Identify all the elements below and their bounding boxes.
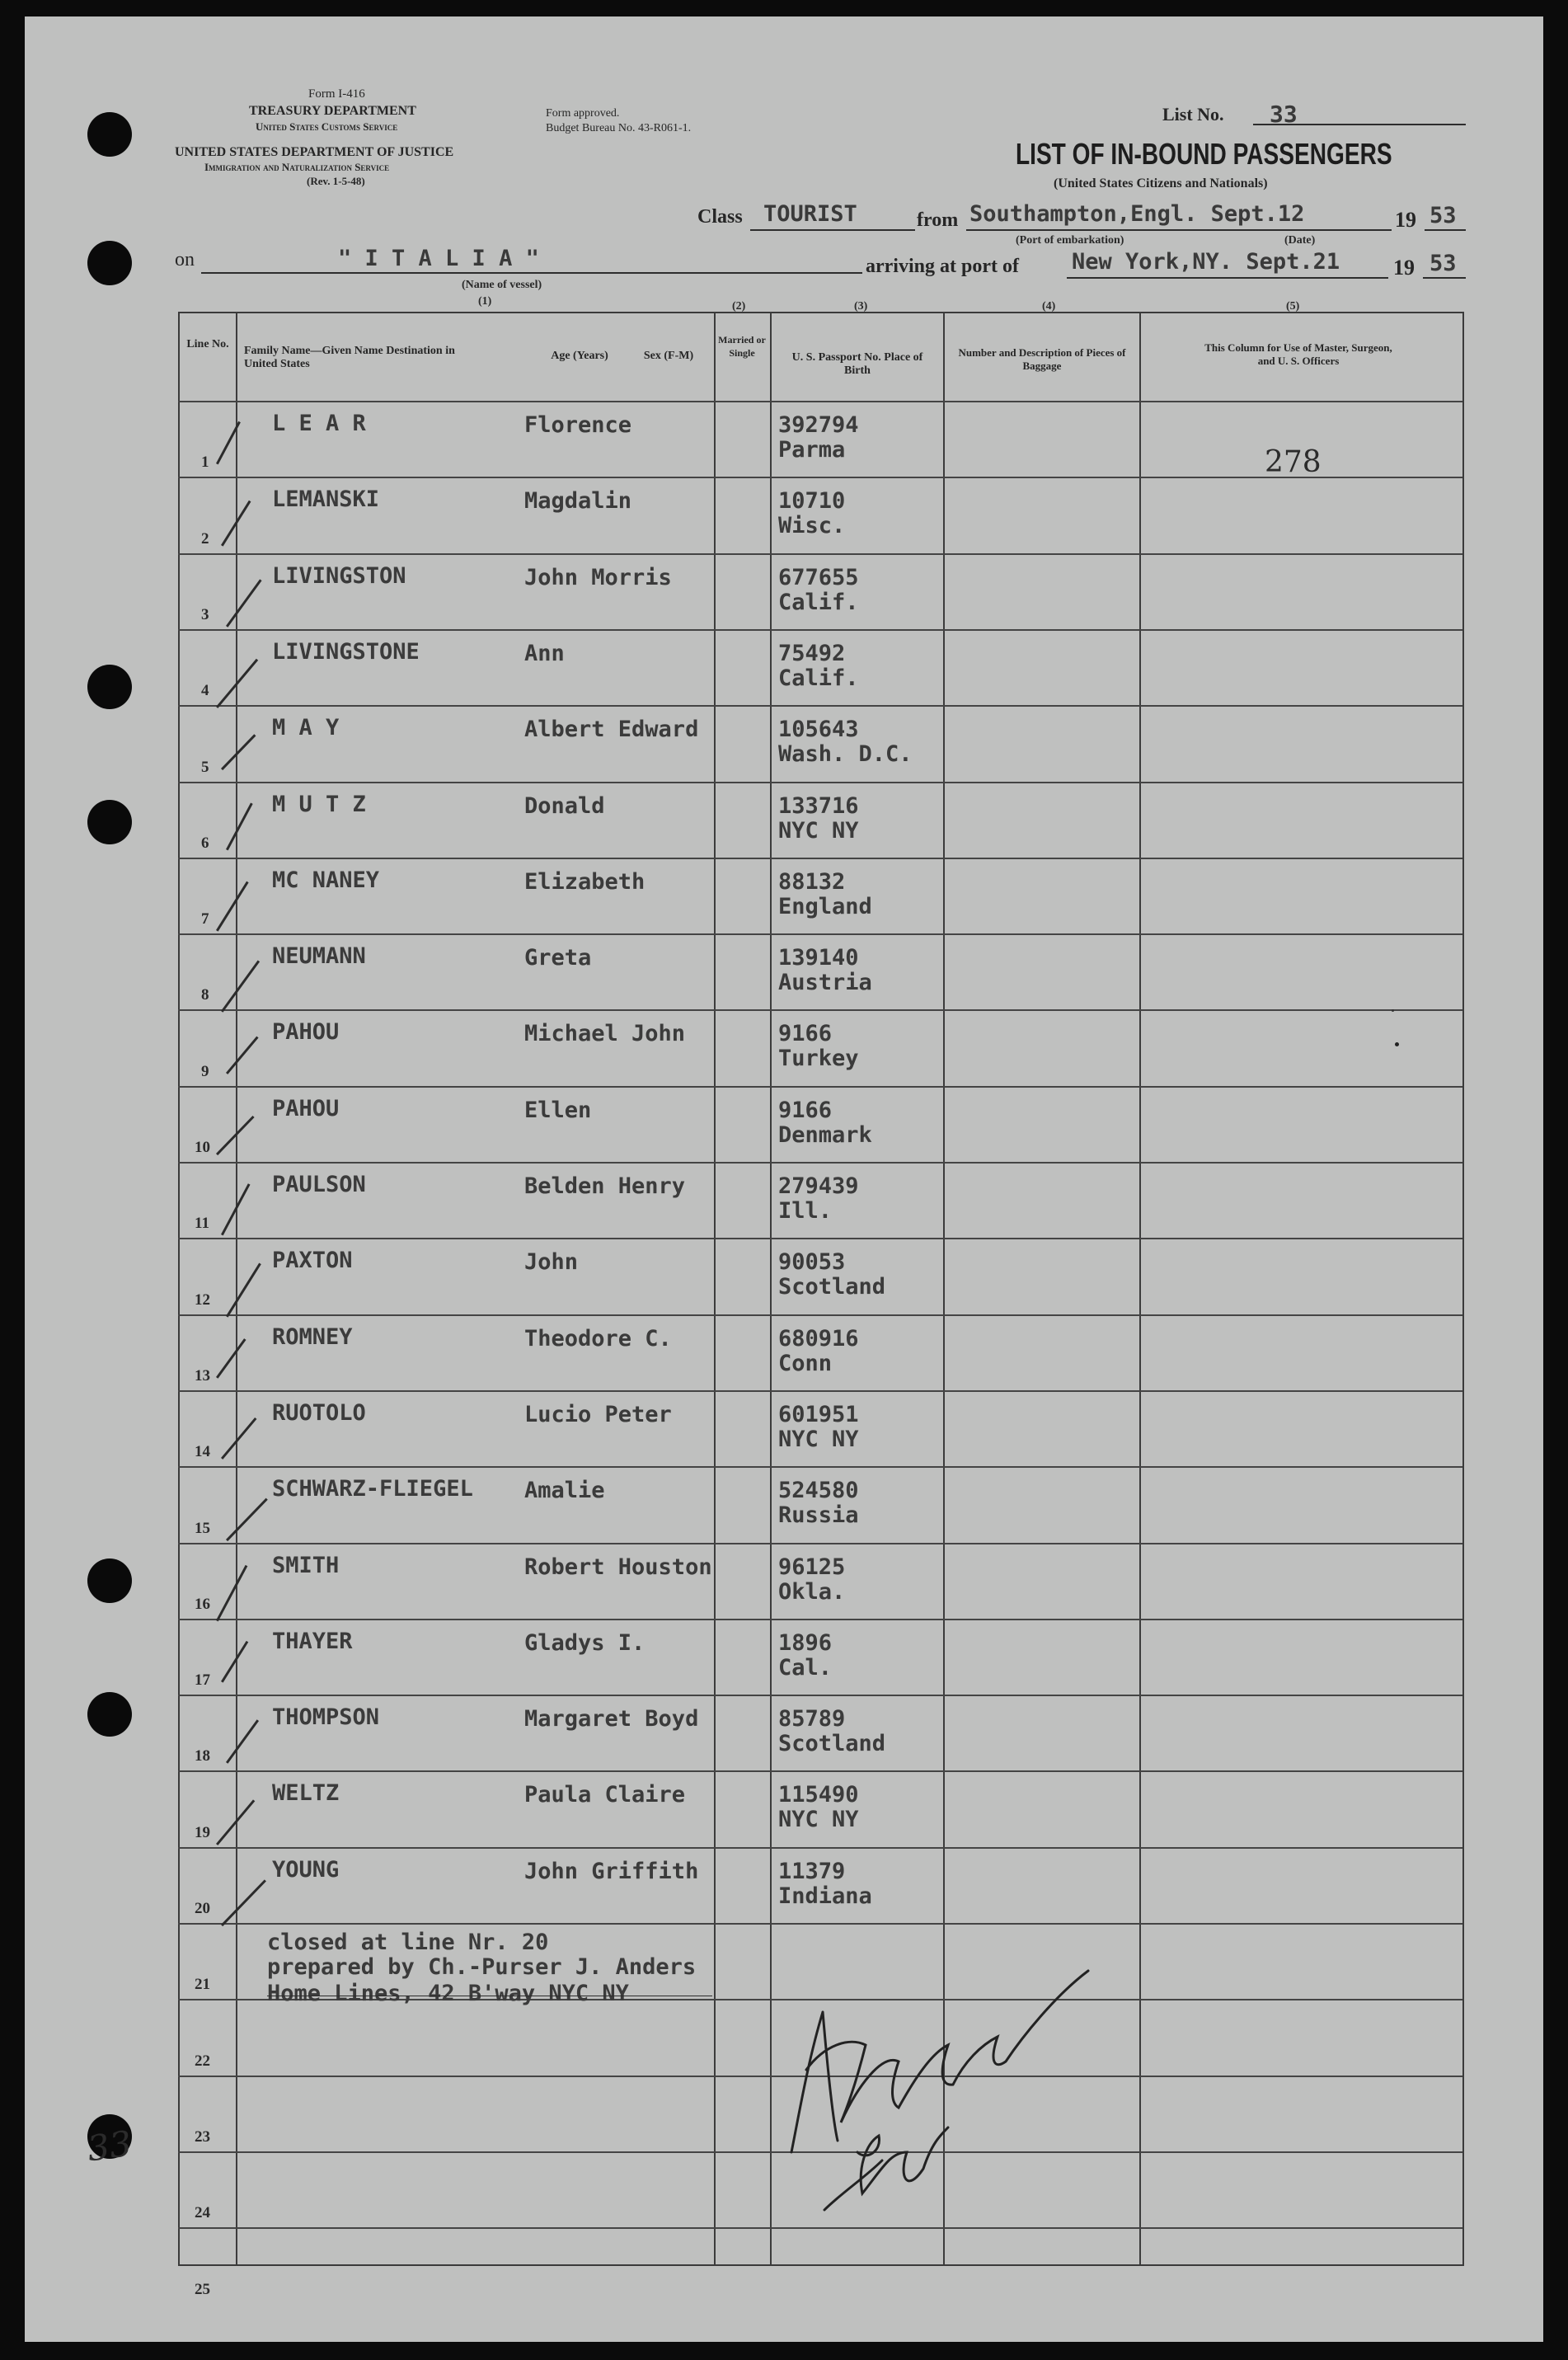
manifest-subtitle: (United States Citizens and Nationals) xyxy=(1054,176,1268,190)
row-divider xyxy=(178,1923,1462,1925)
row-divider xyxy=(178,553,1462,555)
budget-bureau: Budget Bureau No. 43-R061-1. xyxy=(546,122,692,134)
passenger-family-name: YOUNG xyxy=(272,1857,340,1883)
embarkation-value: Southampton,Engl. Sept.12 xyxy=(969,201,1305,227)
row-divider xyxy=(178,1314,1462,1316)
place-of-birth: Cal. xyxy=(778,1655,833,1681)
passenger-given-name: Robert Houston xyxy=(524,1554,712,1580)
line-number: 5 xyxy=(201,759,209,776)
customs-service: United States Customs Service xyxy=(256,120,398,133)
passenger-given-name: Greta xyxy=(524,945,592,971)
line-number: 11 xyxy=(195,1215,209,1232)
place-of-birth: Scotland xyxy=(778,1731,886,1756)
column-2-number: (2) xyxy=(732,300,746,313)
passport-number: 279439 xyxy=(778,1173,859,1199)
place-of-birth: Denmark xyxy=(778,1122,872,1148)
from-label: from xyxy=(917,209,959,231)
line-number: 14 xyxy=(195,1443,210,1460)
passenger-given-name: Ann xyxy=(524,641,565,666)
passenger-given-name: Lucio Peter xyxy=(524,1402,672,1427)
passport-number: 392794 xyxy=(778,412,859,438)
header-divider xyxy=(178,401,1462,402)
passport-number: 88132 xyxy=(778,869,846,895)
passport-number: 601951 xyxy=(778,1402,859,1427)
place-of-birth: NYC NY xyxy=(778,818,859,844)
department-of-justice: UNITED STATES DEPARTMENT OF JUSTICE xyxy=(175,145,454,159)
passenger-family-name: SCHWARZ-FLIEGEL xyxy=(272,1476,473,1502)
punch-hole xyxy=(87,112,132,157)
passport-number: 75492 xyxy=(778,641,846,666)
passenger-given-name: Michael John xyxy=(524,1021,686,1046)
line-number: 1 xyxy=(201,454,209,471)
line-number: 17 xyxy=(195,1671,210,1689)
header-married: Married or Single xyxy=(718,334,766,359)
passport-number: 85789 xyxy=(778,1706,846,1732)
line-number: 24 xyxy=(195,2204,210,2221)
passenger-family-name: NEUMANN xyxy=(272,943,366,969)
column-4-number: (4) xyxy=(1042,300,1056,313)
on-label: on xyxy=(175,249,195,270)
immigration-service: Immigration and Naturalization Service xyxy=(204,161,390,173)
line-number: 21 xyxy=(195,1976,210,1993)
row-divider xyxy=(178,1086,1462,1088)
place-of-birth: Conn xyxy=(778,1351,833,1376)
row-divider xyxy=(178,1770,1462,1772)
passenger-given-name: John Griffith xyxy=(524,1859,699,1884)
header-baggage: Number and Description of Pieces of Baggage xyxy=(958,346,1126,372)
year-prefix: 19 xyxy=(1395,208,1416,232)
date-caption: (Date) xyxy=(1284,234,1316,247)
place-of-birth: Indiana xyxy=(778,1883,872,1909)
passenger-family-name: LIVINGSTON xyxy=(272,563,406,589)
line-number: 7 xyxy=(201,910,209,928)
row-divider xyxy=(178,782,1462,783)
line-number: 20 xyxy=(195,1900,210,1917)
row-divider xyxy=(178,858,1462,859)
line-number: 13 xyxy=(195,1367,210,1385)
passenger-given-name: Magdalin xyxy=(524,488,632,514)
place-of-birth: Parma xyxy=(778,437,846,463)
passenger-given-name: Elizabeth xyxy=(524,869,646,895)
treasury-department: TREASURY DEPARTMENT xyxy=(249,104,416,118)
passenger-family-name: THOMPSON xyxy=(272,1704,380,1730)
passport-number: 96125 xyxy=(778,1554,846,1580)
row-divider xyxy=(178,1847,1462,1849)
passport-number: 10710 xyxy=(778,488,846,514)
passenger-family-name: LEMANSKI xyxy=(272,487,380,512)
line-number: 25 xyxy=(195,2281,210,2298)
row-divider xyxy=(178,933,1462,935)
list-number-label: List No. xyxy=(1162,104,1224,125)
line-number: 3 xyxy=(201,606,209,623)
line-number: 2 xyxy=(201,530,209,548)
row-divider xyxy=(178,705,1462,707)
passenger-family-name: M U T Z xyxy=(272,792,366,817)
header-sex: Sex (F-M) xyxy=(643,350,694,362)
arrival-value: New York,NY. Sept.21 xyxy=(1072,249,1340,275)
punch-hole xyxy=(87,1692,132,1737)
place-of-birth: England xyxy=(778,894,872,919)
header-name: Family Name—Given Name Destination in United States xyxy=(244,345,455,370)
closing-line-3: Home Lines, 42 B'way NYC NY xyxy=(267,1981,629,2006)
header-passport: U. S. Passport No. Place of Birth xyxy=(791,351,923,377)
row-divider xyxy=(178,1466,1462,1468)
passenger-given-name: Theodore C. xyxy=(524,1326,672,1352)
line-number: 15 xyxy=(195,1520,210,1537)
place-of-birth: Wisc. xyxy=(778,513,846,538)
closing-line-2: prepared by Ch.-Purser J. Anders xyxy=(267,1954,697,1980)
list-number-value: 33 xyxy=(1270,101,1298,128)
passenger-given-name: Margaret Boyd xyxy=(524,1706,699,1732)
row-divider xyxy=(178,1619,1462,1620)
passenger-family-name: ROMNEY xyxy=(272,1324,353,1350)
line-number: 22 xyxy=(195,2052,210,2070)
place-of-birth: Wash. D.C. xyxy=(778,741,913,767)
line-number: 6 xyxy=(201,834,209,852)
punch-hole xyxy=(87,665,132,709)
row-divider xyxy=(178,1162,1462,1164)
form-approved: Form approved. xyxy=(546,107,620,120)
line-number: 16 xyxy=(195,1596,210,1613)
vessel-name: " I T A L I A " xyxy=(338,246,539,271)
row-divider xyxy=(178,1390,1462,1392)
column-1-number: (1) xyxy=(478,295,492,308)
place-of-birth: Russia xyxy=(778,1502,859,1528)
embarkation-year: 53 xyxy=(1430,203,1457,228)
margin-note: 33 xyxy=(84,2123,134,2170)
arriving-label: arriving at port of xyxy=(866,256,1019,277)
passenger-given-name: Amalie xyxy=(524,1478,605,1503)
line-number: 19 xyxy=(195,1824,210,1841)
class-value: TOURIST xyxy=(763,201,857,227)
passenger-given-name: Florence xyxy=(524,412,632,438)
place-of-birth: Calif. xyxy=(778,590,859,615)
passport-number: 139140 xyxy=(778,945,859,971)
passenger-family-name: SMITH xyxy=(272,1553,340,1578)
passenger-given-name: Belden Henry xyxy=(524,1173,686,1199)
vessel-caption: (Name of vessel) xyxy=(462,279,542,291)
officer-note: 278 xyxy=(1265,445,1322,479)
passenger-family-name: PAULSON xyxy=(272,1172,366,1197)
passenger-given-name: John Morris xyxy=(524,565,672,590)
row-divider xyxy=(178,1238,1462,1239)
place-of-birth: Austria xyxy=(778,970,872,995)
line-number: 8 xyxy=(201,986,209,1004)
row-divider xyxy=(178,1543,1462,1544)
passenger-family-name: RUOTOLO xyxy=(272,1400,366,1426)
passenger-family-name: THAYER xyxy=(272,1629,353,1654)
passport-number: 115490 xyxy=(778,1782,859,1808)
passenger-family-name: M A Y xyxy=(272,715,340,740)
closing-line-1: closed at line Nr. 20 xyxy=(267,1930,549,1955)
passport-number: 90053 xyxy=(778,1249,846,1275)
line-number: 12 xyxy=(195,1291,210,1309)
punch-hole xyxy=(87,241,132,285)
inspector-signature xyxy=(758,1946,1138,2243)
header-officers: This Column for Use of Master, Surgeon, and U. S. Officers xyxy=(1204,341,1392,367)
arrival-year-prefix: 19 xyxy=(1393,256,1415,280)
place-of-birth: Scotland xyxy=(778,1274,886,1300)
row-divider xyxy=(178,629,1462,631)
passport-number: 524580 xyxy=(778,1478,859,1503)
passenger-given-name: Paula Claire xyxy=(524,1782,686,1808)
passport-number: 1896 xyxy=(778,1630,833,1656)
row-divider xyxy=(178,1695,1462,1696)
punch-hole xyxy=(87,1558,132,1603)
passport-number: 11379 xyxy=(778,1859,846,1884)
header-line-no: Line No. xyxy=(186,338,229,350)
passenger-given-name: Donald xyxy=(524,793,605,819)
passport-number: 105643 xyxy=(778,717,859,742)
passenger-family-name: WELTZ xyxy=(272,1780,340,1806)
column-3-number: (3) xyxy=(854,300,868,313)
place-of-birth: Turkey xyxy=(778,1046,859,1071)
passenger-family-name: MC NANEY xyxy=(272,867,380,893)
speck-mark xyxy=(1392,1009,1394,1012)
line-number: 23 xyxy=(195,2128,210,2146)
port-caption: (Port of embarkation) xyxy=(1016,234,1124,247)
passenger-given-name: Albert Edward xyxy=(524,717,699,742)
place-of-birth: Ill. xyxy=(778,1198,833,1224)
speck-mark xyxy=(1395,1042,1399,1046)
manifest-title: LIST OF IN-BOUND PASSENGERS xyxy=(1016,137,1392,171)
line-number: 4 xyxy=(201,682,209,699)
passenger-family-name: PAXTON xyxy=(272,1248,353,1273)
column-5-number: (5) xyxy=(1286,300,1300,313)
arrival-year: 53 xyxy=(1430,251,1457,276)
place-of-birth: NYC NY xyxy=(778,1807,859,1832)
passenger-given-name: Gladys I. xyxy=(524,1630,646,1656)
class-label: Class xyxy=(697,206,743,228)
passenger-given-name: John xyxy=(524,1249,579,1275)
passenger-family-name: LIVINGSTONE xyxy=(272,639,420,665)
line-number: 10 xyxy=(195,1139,210,1156)
passenger-family-name: PAHOU xyxy=(272,1096,340,1121)
passenger-family-name: PAHOU xyxy=(272,1019,340,1045)
place-of-birth: Calif. xyxy=(778,665,859,691)
place-of-birth: Okla. xyxy=(778,1579,846,1605)
place-of-birth: NYC NY xyxy=(778,1427,859,1452)
row-divider xyxy=(178,1009,1462,1011)
passport-number: 133716 xyxy=(778,793,859,819)
revision-date: (Rev. 1-5-48) xyxy=(307,175,365,187)
passenger-given-name: Ellen xyxy=(524,1098,592,1123)
passport-number: 9166 xyxy=(778,1021,833,1046)
line-number: 9 xyxy=(201,1063,209,1080)
line-number: 18 xyxy=(195,1747,210,1765)
passport-number: 9166 xyxy=(778,1098,833,1123)
passport-number: 677655 xyxy=(778,565,859,590)
passenger-family-name: L E A R xyxy=(272,411,366,436)
passport-number: 680916 xyxy=(778,1326,859,1352)
punch-hole xyxy=(87,800,132,844)
form-number: Form I-416 xyxy=(308,87,365,101)
header-age: Age (Years) xyxy=(551,350,608,362)
